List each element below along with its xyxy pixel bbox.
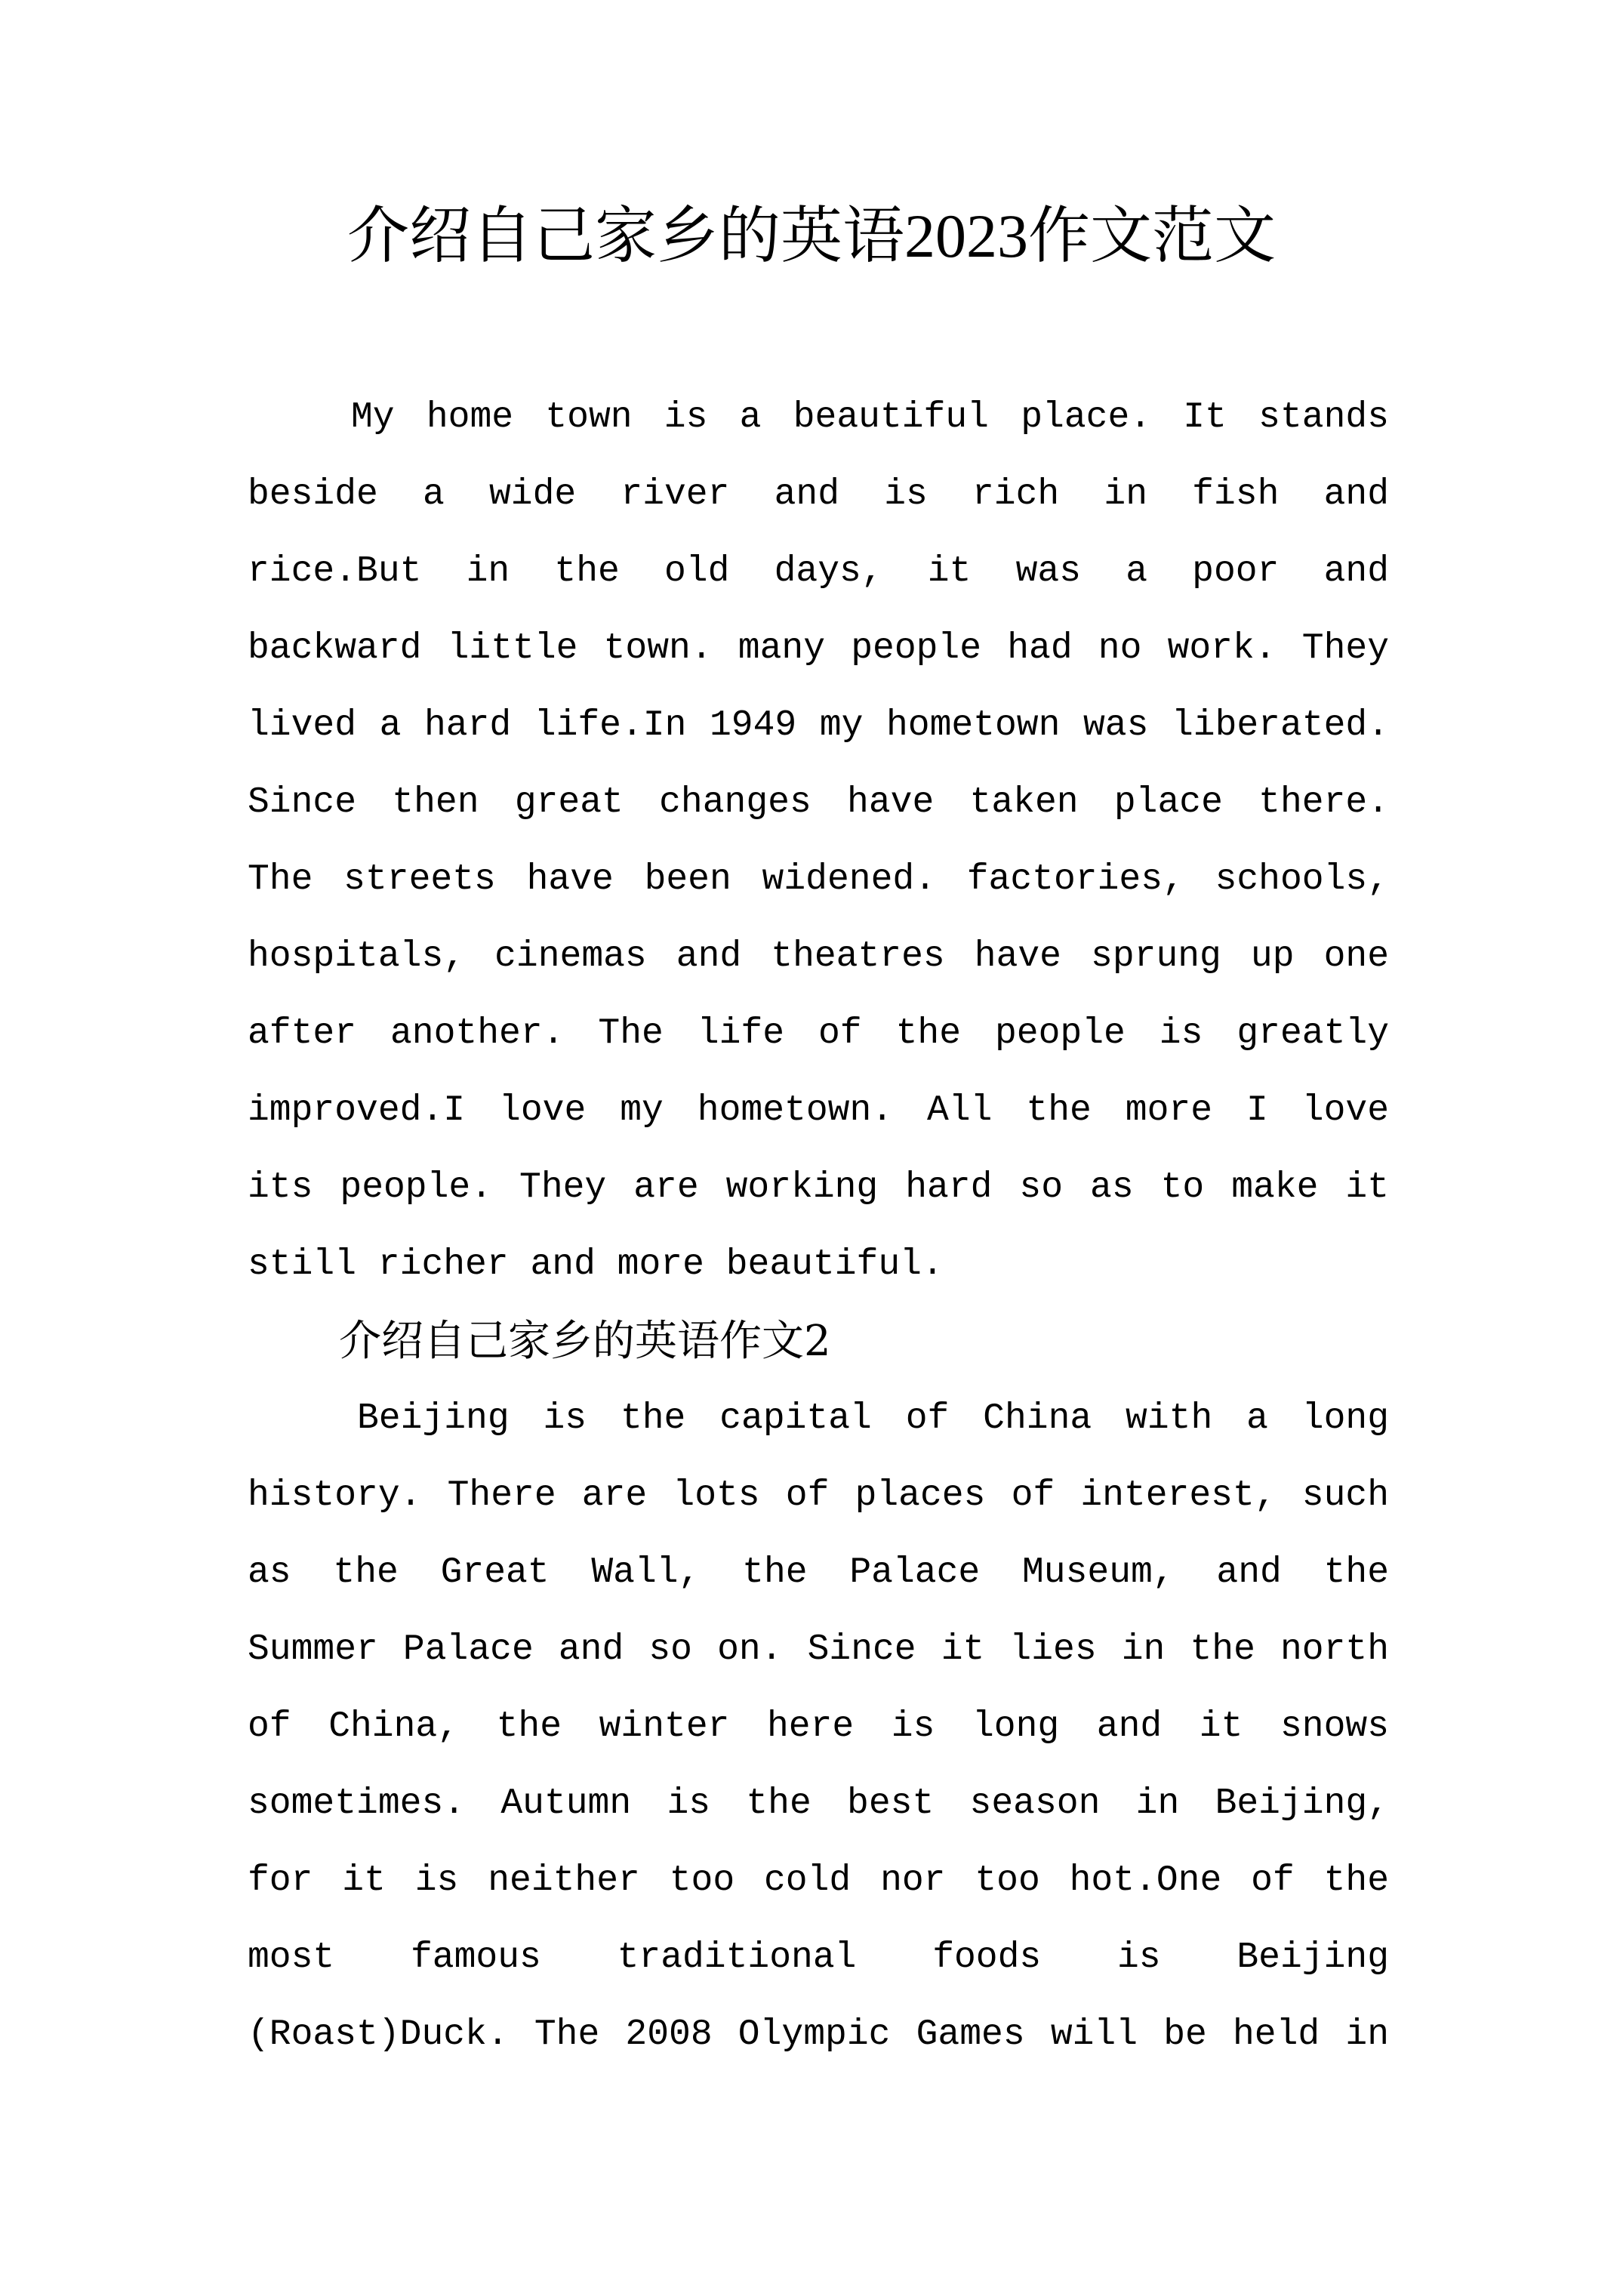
paragraph-line: of China, the winter here is long and it snows [248, 1706, 1389, 1747]
paragraph-line: most famous traditional foods is Beijing [248, 1937, 1389, 1978]
paragraph-line: lived a hard life.In 1949 my hometown was liberated. [248, 705, 1389, 746]
paragraph-line: still richer and more beautiful. [248, 1244, 944, 1285]
paragraph-line: as the Great Wall, the Palace Museum, and the [248, 1552, 1389, 1593]
paragraph-line: backward little town. many people had no work. They [248, 628, 1389, 669]
document-body [248, 379, 1389, 2073]
paragraph-line: beside a wide river and is rich in fish and [248, 474, 1389, 515]
document-title: 介绍自己家乡的英语2023作文范文 [346, 202, 1276, 270]
paragraph-line: The streets have been widened. factories, schools, [248, 859, 1389, 900]
paragraph-line: Beijing is the capital of China with a long [357, 1398, 1389, 1439]
paragraph-line: Summer Palace and so on. Since it lies in the north [248, 1629, 1389, 1670]
paragraph-line: My home town is a beautiful place. It stands [351, 397, 1389, 438]
paragraph-line: sometimes. Autumn is the best season in Beijing, [248, 1783, 1389, 1824]
paragraph-line: rice.But in the old days, it was a poor and [248, 551, 1389, 592]
paragraph-line: history. There are lots of places of interest, such [248, 1475, 1389, 1516]
paragraph-line: hospitals, cinemas and theatres have sprung up one [248, 936, 1389, 977]
section-heading: 介绍自己家乡的英语作文2 [339, 1317, 831, 1366]
paragraph-line: after another. The life of the people is greatly [248, 1013, 1389, 1054]
paragraph-line: its people. They are working hard so as to make it [248, 1167, 1389, 1208]
paragraph-line: Since then great changes have taken place there. [248, 782, 1389, 823]
paragraph-line: for it is neither too cold nor too hot.One of the [248, 1860, 1389, 1901]
paragraph-line: (Roast)Duck. The 2008 Olympic Games will be held in [248, 2014, 1389, 2055]
paragraph-line: improved.I love my hometown. All the more I love [248, 1090, 1389, 1131]
